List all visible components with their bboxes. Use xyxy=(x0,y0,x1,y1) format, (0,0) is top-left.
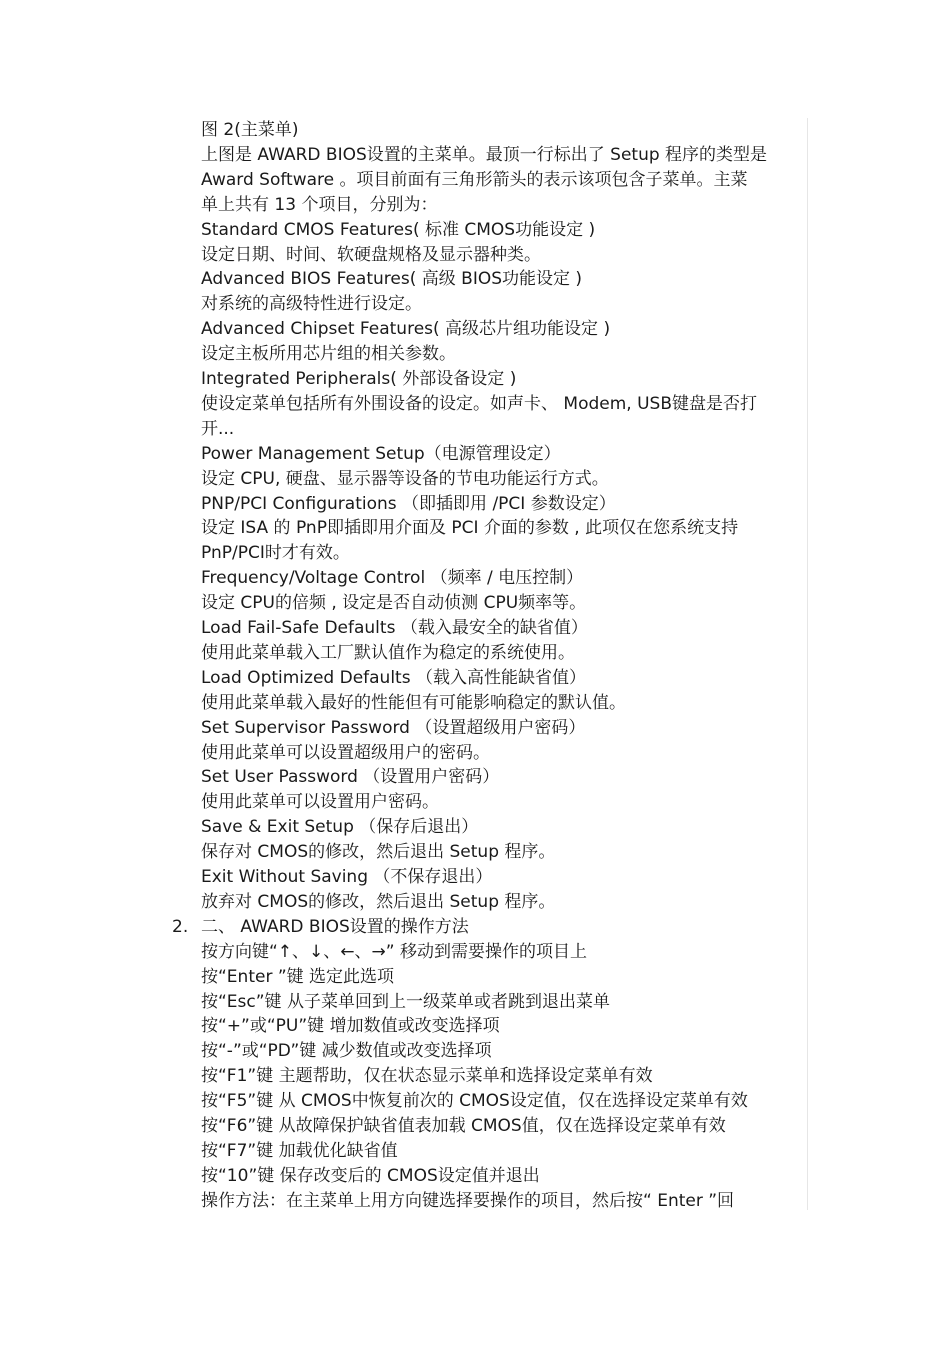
document-line: 设定主板所用芯片组的相关参数。 xyxy=(201,344,456,365)
document-line: 按“10”键 保存改变后的 CMOS设定值并退出 xyxy=(201,1165,540,1186)
document-line: Standard CMOS Features( 标准 CMOS功能设定 ) xyxy=(201,219,596,240)
document-line: 按“-”或“PD”键 减少数值或改变选择项 xyxy=(201,1041,492,1062)
document-line: Advanced Chipset Features( 高级芯片组功能设定 ) xyxy=(201,319,611,340)
document-line: 二、 AWARD BIOS设置的操作方法 xyxy=(201,916,469,937)
document-line: PnP/PCI时才有效。 xyxy=(201,543,350,564)
document-line: 按“F6”键 从故障保护缺省值表加载 CMOS值，仅在选择设定菜单有效 xyxy=(201,1116,726,1136)
document-line: Award Software 。项目前面有三角形箭头的表示该项包含子菜单。主菜 xyxy=(201,169,748,190)
document-line: 设定 ISA 的 PnP即插即用介面及 PCI 介面的参数 , 此项仅在您系统支持 xyxy=(201,518,739,539)
document-line: 按“Esc”键 从子菜单回到上一级菜单或者跳到退出菜单 xyxy=(201,991,610,1012)
document-line: Frequency/Voltage Control （频率 / 电压控制） xyxy=(201,568,584,589)
document-line: Integrated Peripherals( 外部设备设定 ) xyxy=(201,369,517,389)
document-line: 使用此菜单可以设置用户密码。 xyxy=(201,792,439,813)
document-line: 上图是 AWARD BIOS设置的主菜单。最顶一行标出了 Setup 程序的类型是 xyxy=(201,144,768,165)
document-line: 保存对 CMOS的修改，然后退出 Setup 程序。 xyxy=(201,842,556,863)
document-line: 按“F5”键 从 CMOS中恢复前次的 CMOS设定值，仅在选择设定菜单有效 xyxy=(201,1091,748,1112)
document-line: 开... xyxy=(201,418,235,439)
document-line: 按“+”或“PU”键 增加数值或改变选择项 xyxy=(201,1016,500,1037)
document-line: 放弃对 CMOS的修改，然后退出 Setup 程序。 xyxy=(201,891,556,912)
document-line: 使设定菜单包括所有外围设备的设定。如声卡、 Modem, USB键盘是否打 xyxy=(201,393,757,414)
document-line: 单上共有 13 个项目，分别为： xyxy=(201,194,438,215)
document-line: Save & Exit Setup （保存后退出） xyxy=(201,817,479,838)
document-line: Load Fail-Safe Defaults （载入最安全的缺省值） xyxy=(201,618,588,638)
page-margin-rule xyxy=(807,118,808,1210)
document-line: PNP/PCI Configurations （即插即用 /PCI 参数设定） xyxy=(201,493,616,514)
document-line: 设定 CPU的倍频 , 设定是否自动侦测 CPU频率等。 xyxy=(201,593,587,614)
document-line: 按方向键“↑、↓、←、→” 移动到需要操作的项目上 xyxy=(201,941,587,962)
list-number: 2. xyxy=(172,916,189,937)
document-line: Advanced BIOS Features( 高级 BIOS功能设定 ) xyxy=(201,269,583,290)
document-line: 设定日期、时间、软硬盘规格及显示器种类。 xyxy=(201,244,541,265)
document-line: Power Management Setup（电源管理设定） xyxy=(201,443,561,464)
document-line: 按“F7”键 加载优化缺省值 xyxy=(201,1140,398,1161)
document-line: Exit Without Saving （不保存退出） xyxy=(201,867,493,887)
document-line: 操作方法：在主菜单上用方向键选择要操作的项目，然后按“ Enter ”回 xyxy=(201,1190,735,1211)
document-line: Set Supervisor Password （设置超级用户密码） xyxy=(201,717,586,738)
document-line: 对系统的高级特性进行设定。 xyxy=(201,294,422,315)
document-line: 使用此菜单载入最好的性能但有可能影响稳定的默认值。 xyxy=(201,692,626,713)
document-line: 按“Enter ”键 选定此选项 xyxy=(201,966,395,987)
document-line: 使用此菜单载入工厂默认值作为稳定的系统使用。 xyxy=(201,642,575,663)
document-line: 按“F1”键 主题帮助，仅在状态显示菜单和选择设定菜单有效 xyxy=(201,1066,653,1087)
document-line: 设定 CPU, 硬盘、显示器等设备的节电功能运行方式。 xyxy=(201,468,609,489)
document-line: Load Optimized Defaults （载入高性能缺省值） xyxy=(201,667,586,688)
document-line: Set User Password （设置用户密码） xyxy=(201,767,500,788)
document-line: 图 2(主菜单) xyxy=(201,120,299,140)
document-line: 使用此菜单可以设置超级用户的密码。 xyxy=(201,742,490,763)
